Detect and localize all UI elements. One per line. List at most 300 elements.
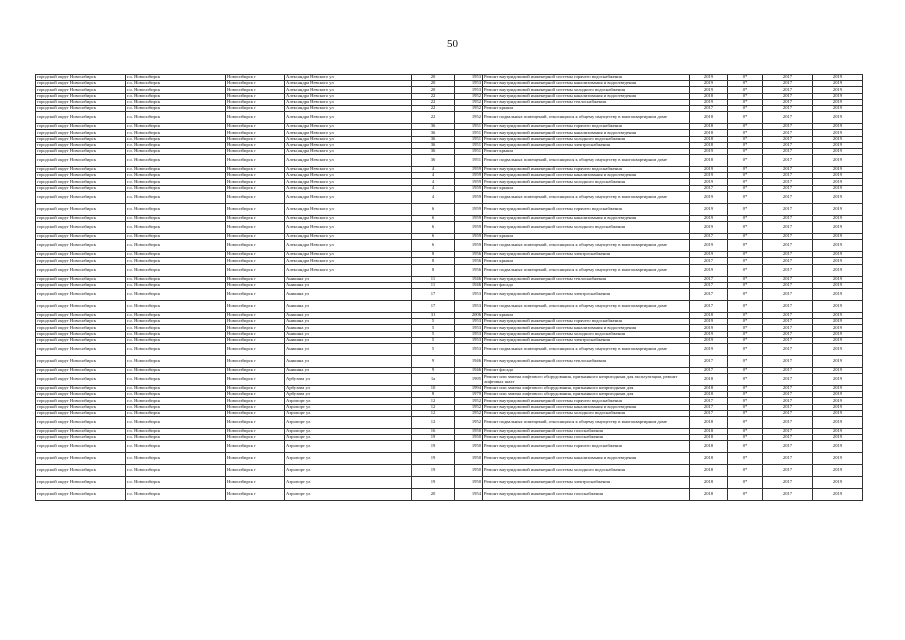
work-type-cell: Ремонт внутридомовой инженерной системы газоснабжения [483,489,690,501]
house-number-cell: 11 [412,276,455,282]
street-cell: Аэропорт ул [285,417,412,429]
city-cell: Новосибирск г [226,155,285,167]
period-end-cell: 2019 [813,215,863,221]
cost-cell: 0* [728,130,763,136]
table-row [36,465,863,477]
street-cell: Александра Невского ул [285,81,412,87]
period-end-cell: 2019 [813,234,863,240]
period-end-cell: 2019 [813,288,863,300]
period-end-cell: 2019 [813,477,863,489]
house-number-cell: 12 [412,404,455,410]
district-cell: г.о. Новосибирск [126,136,226,142]
municipality-cell: городской округ Новосибирск [36,465,126,477]
street-cell: Александра Невского ул [285,191,412,203]
period-end-cell: 2019 [813,282,863,288]
period-end-cell: 2019 [813,404,863,410]
work-type-cell: Ремонт внутридомовой инженерной системы электроснабжения [483,288,690,300]
table-row [36,300,863,312]
city-cell: Новосибирск г [226,312,285,318]
city-cell: Новосибирск г [226,258,285,264]
period-start-cell: 2017 [763,367,813,373]
work-type-cell: Ремонт внутридомовой инженерной системы горячего водоснабжения [483,319,690,325]
house-number-cell: 12 [412,410,455,416]
period-end-cell: 2019 [813,148,863,154]
district-cell: г.о. Новосибирск [126,417,226,429]
district-cell: г.о. Новосибирск [126,75,226,81]
cost-cell: 0* [728,288,763,300]
year-built-cell: 2006 [455,312,483,318]
cost-cell: 0* [728,142,763,148]
year-built-cell: 1953 [455,337,483,343]
house-number-cell: 12 [412,398,455,404]
table-row [36,343,863,355]
house-number-cell: 6 [412,222,455,234]
city-cell: Новосибирск г [226,392,285,398]
plan-year-cell: 2018 [690,477,728,489]
year-built-cell: 1952 [455,410,483,416]
district-cell: г.о. Новосибирск [126,99,226,105]
municipality-cell: городской округ Новосибирск [36,258,126,264]
work-type-cell: Ремонт крыши [483,185,690,191]
municipality-cell: городской округ Новосибирск [36,191,126,203]
municipality-cell: городской округ Новосибирск [36,367,126,373]
period-start-cell: 2017 [763,441,813,453]
period-end-cell: 2019 [813,155,863,167]
year-built-cell: 1995 [455,374,483,386]
house-number-cell: 8 [412,252,455,258]
district-cell: г.о. Новосибирск [126,252,226,258]
period-end-cell: 2019 [813,331,863,337]
period-start-cell: 2017 [763,105,813,111]
year-built-cell: 1994 [455,386,483,392]
cost-cell: 0* [728,355,763,367]
year-built-cell: 1952 [455,99,483,105]
municipality-cell: городской округ Новосибирск [36,276,126,282]
plan-year-cell: 2018 [690,93,728,99]
plan-year-cell: 2019 [690,264,728,276]
cost-cell: 0* [728,312,763,318]
period-start-cell: 2017 [763,312,813,318]
plan-year-cell: 2017 [690,276,728,282]
period-end-cell: 2019 [813,410,863,416]
city-cell: Новосибирск г [226,337,285,343]
work-type-cell: Ремонт внутридомовой инженерной системы холодного водоснабжения [483,410,690,416]
cost-cell: 0* [728,124,763,130]
street-cell: Александра Невского ул [285,179,412,185]
work-type-cell: Ремонт крыши [483,105,690,111]
district-cell: г.о. Новосибирск [126,112,226,124]
work-type-cell: Ремонт внутридомовой инженерной системы газоснабжения [483,429,690,435]
municipality-cell: городской округ Новосибирск [36,124,126,130]
house-number-cell: 1а [412,374,455,386]
plan-year-cell: 2019 [690,191,728,203]
city-cell: Новосибирск г [226,167,285,173]
house-number-cell: 19 [412,441,455,453]
work-type-cell: Ремонт или замена лифтового оборудования, признанного непригодным для [483,392,690,398]
period-end-cell: 2019 [813,75,863,81]
plan-year-cell: 2017 [690,234,728,240]
work-type-cell: Ремонт внутридомовой инженерной системы газоснабжения [483,435,690,441]
municipality-cell: городской округ Новосибирск [36,203,126,215]
district-cell: г.о. Новосибирск [126,337,226,343]
house-number-cell: 10 [412,386,455,392]
work-type-cell: Ремонт внутридомовой инженерной системы горячего водоснабжения [483,167,690,173]
house-number-cell: 5 [412,325,455,331]
period-start-cell: 2017 [763,453,813,465]
table-row [36,240,863,252]
municipality-cell: городской округ Новосибирск [36,319,126,325]
street-cell: Арбузова ул [285,386,412,392]
municipality-cell: городской округ Новосибирск [36,93,126,99]
period-end-cell: 2019 [813,465,863,477]
year-built-cell: 1956 [455,252,483,258]
cost-cell: 0* [728,240,763,252]
period-end-cell: 2019 [813,105,863,111]
street-cell: Александра Невского ул [285,93,412,99]
house-number-cell: 31 [412,312,455,318]
district-cell: г.о. Новосибирск [126,179,226,185]
period-start-cell: 2017 [763,404,813,410]
street-cell: Александра Невского ул [285,99,412,105]
period-start-cell: 2017 [763,331,813,337]
district-cell: г.о. Новосибирск [126,258,226,264]
period-end-cell: 2019 [813,343,863,355]
period-end-cell: 2019 [813,173,863,179]
house-number-cell: 5 [412,319,455,325]
table-row [36,417,863,429]
period-start-cell: 2017 [763,264,813,276]
municipality-cell: городской округ Новосибирск [36,252,126,258]
district-cell: г.о. Новосибирск [126,203,226,215]
house-number-cell: 19 [412,435,455,441]
plan-year-cell: 2019 [690,343,728,355]
plan-year-cell: 2019 [690,222,728,234]
table-row [36,477,863,489]
house-number-cell: 20 [412,87,455,93]
cost-cell: 0* [728,234,763,240]
work-type-cell: Ремонт внутридомовой инженерной системы холодного водоснабжения [483,179,690,185]
city-cell: Новосибирск г [226,179,285,185]
table-row [36,203,863,215]
city-cell: Новосибирск г [226,288,285,300]
period-end-cell: 2019 [813,252,863,258]
plan-year-cell: 2017 [690,398,728,404]
house-number-cell: 6 [412,234,455,240]
year-built-cell: 1979 [455,392,483,398]
street-cell: Александра Невского ул [285,105,412,111]
plan-year-cell: 2019 [690,325,728,331]
street-cell: Аникина ул [285,288,412,300]
city-cell: Новосибирск г [226,264,285,276]
period-end-cell: 2019 [813,367,863,373]
municipality-cell: городской округ Новосибирск [36,112,126,124]
municipality-cell: городской округ Новосибирск [36,489,126,501]
cost-cell: 0* [728,325,763,331]
cost-cell: 0* [728,386,763,392]
period-end-cell: 2019 [813,398,863,404]
year-built-cell: 1952 [455,417,483,429]
period-end-cell: 2019 [813,325,863,331]
year-built-cell: 1946 [455,282,483,288]
cost-cell: 0* [728,331,763,337]
district-cell: г.о. Новосибирск [126,300,226,312]
city-cell: Новосибирск г [226,435,285,441]
year-built-cell: 1951 [455,136,483,142]
cost-cell: 0* [728,264,763,276]
district-cell: г.о. Новосибирск [126,477,226,489]
house-number-cell: 20 [412,489,455,501]
year-built-cell: 1959 [455,215,483,221]
street-cell: Александра Невского ул [285,130,412,136]
period-start-cell: 2017 [763,81,813,87]
street-cell: Аэропорт ул [285,410,412,416]
plan-year-cell: 2019 [690,252,728,258]
street-cell: Александра Невского ул [285,124,412,130]
district-cell: г.о. Новосибирск [126,148,226,154]
year-built-cell: 1951 [455,124,483,130]
district-cell: г.о. Новосибирск [126,124,226,130]
work-type-cell: Ремонт внутридомовой инженерной системы электроснабжения [483,252,690,258]
period-end-cell: 2019 [813,264,863,276]
year-built-cell: 1950 [455,435,483,441]
city-cell: Новосибирск г [226,173,285,179]
period-start-cell: 2017 [763,337,813,343]
street-cell: Александра Невского ул [285,136,412,142]
street-cell: Александра Невского ул [285,185,412,191]
district-cell: г.о. Новосибирск [126,331,226,337]
municipality-cell: городской округ Новосибирск [36,185,126,191]
plan-year-cell: 2017 [690,410,728,416]
street-cell: Аэропорт ул [285,477,412,489]
street-cell: Аникина ул [285,276,412,282]
municipality-cell: городской округ Новосибирск [36,429,126,435]
street-cell: Аэропорт ул [285,453,412,465]
municipality-cell: городской округ Новосибирск [36,343,126,355]
year-built-cell: 1953 [455,300,483,312]
work-type-cell: Ремонт внутридомовой инженерной системы электроснабжения [483,142,690,148]
cost-cell: 0* [728,167,763,173]
plan-year-cell: 2019 [690,75,728,81]
work-type-cell: Ремонт подвальных помещений, относящихся к общему имуществу в многоквартирном доме [483,264,690,276]
plan-year-cell: 2018 [690,386,728,392]
municipality-cell: городской округ Новосибирск [36,325,126,331]
work-type-cell: Ремонт подвальных помещений, относящихся к общему имуществу в многоквартирном доме [483,155,690,167]
district-cell: г.о. Новосибирск [126,173,226,179]
plan-year-cell: 2019 [690,331,728,337]
plan-year-cell: 2018 [690,441,728,453]
cost-cell: 0* [728,417,763,429]
city-cell: Новосибирск г [226,112,285,124]
period-start-cell: 2017 [763,215,813,221]
table-row [36,222,863,234]
cost-cell: 0* [728,453,763,465]
city-cell: Новосибирск г [226,355,285,367]
period-end-cell: 2019 [813,392,863,398]
period-end-cell: 2019 [813,386,863,392]
district-cell: г.о. Новосибирск [126,435,226,441]
period-start-cell: 2017 [763,173,813,179]
period-end-cell: 2019 [813,185,863,191]
city-cell: Новосибирск г [226,331,285,337]
table-row [36,489,863,501]
work-type-cell: Ремонт фасада [483,367,690,373]
house-number-cell: 11 [412,282,455,288]
house-number-cell: 4 [412,179,455,185]
period-end-cell: 2019 [813,99,863,105]
plan-year-cell: 2019 [690,99,728,105]
municipality-cell: городской округ Новосибирск [36,240,126,252]
district-cell: г.о. Новосибирск [126,355,226,367]
municipality-cell: городской округ Новосибирск [36,392,126,398]
cost-cell: 0* [728,258,763,264]
cost-cell: 0* [728,252,763,258]
cost-cell: 0* [728,215,763,221]
plan-year-cell: 2017 [690,185,728,191]
house-number-cell: 5 [412,343,455,355]
district-cell: г.о. Новосибирск [126,155,226,167]
cost-cell: 0* [728,93,763,99]
plan-year-cell: 2019 [690,173,728,179]
street-cell: Аникина ул [285,282,412,288]
municipality-cell: городской округ Новосибирск [36,142,126,148]
period-end-cell: 2019 [813,276,863,282]
plan-year-cell: 2018 [690,374,728,386]
district-cell: г.о. Новосибирск [126,282,226,288]
district-cell: г.о. Новосибирск [126,264,226,276]
table-row [36,453,863,465]
municipality-cell: городской округ Новосибирск [36,453,126,465]
year-built-cell: 1953 [455,81,483,87]
city-cell: Новосибирск г [226,203,285,215]
district-cell: г.о. Новосибирск [126,367,226,373]
year-built-cell: 1946 [455,276,483,282]
house-number-cell: 4 [412,173,455,179]
municipality-cell: городской округ Новосибирск [36,215,126,221]
district-cell: г.о. Новосибирск [126,453,226,465]
period-start-cell: 2017 [763,167,813,173]
work-type-cell: Ремонт подвальных помещений, относящихся к общему имуществу в многоквартирном доме [483,240,690,252]
table-row [36,155,863,167]
cost-cell: 0* [728,173,763,179]
page-number: 50 [447,38,458,50]
street-cell: Аэропорт ул [285,398,412,404]
municipality-cell: городской округ Новосибирск [36,300,126,312]
street-cell: Александра Невского ул [285,142,412,148]
work-type-cell: Ремонт внутридомовой инженерной системы теплоснабжения [483,355,690,367]
street-cell: Арбузова ул [285,392,412,398]
street-cell: Александра Невского ул [285,234,412,240]
municipality-cell: городской округ Новосибирск [36,130,126,136]
period-end-cell: 2019 [813,429,863,435]
period-end-cell: 2019 [813,136,863,142]
plan-year-cell: 2018 [690,142,728,148]
work-type-cell: Ремонт внутридомовой инженерной системы горячего водоснабжения [483,441,690,453]
table-row [36,191,863,203]
period-start-cell: 2017 [763,392,813,398]
cost-cell: 0* [728,343,763,355]
period-start-cell: 2017 [763,398,813,404]
street-cell: Александра Невского ул [285,155,412,167]
municipality-cell: городской округ Новосибирск [36,264,126,276]
year-built-cell: 1959 [455,185,483,191]
period-start-cell: 2017 [763,429,813,435]
municipality-cell: городской округ Новосибирск [36,75,126,81]
period-end-cell: 2019 [813,300,863,312]
house-number-cell: 8 [412,264,455,276]
municipality-cell: городской округ Новосибирск [36,282,126,288]
work-type-cell: Ремонт внутридомовой инженерной системы электроснабжения [483,477,690,489]
cost-cell: 0* [728,148,763,154]
period-start-cell: 2017 [763,258,813,264]
year-built-cell: 1959 [455,240,483,252]
city-cell: Новосибирск г [226,234,285,240]
period-start-cell: 2017 [763,325,813,331]
work-type-cell: Ремонт подвальных помещений, относящихся к общему имуществу в многоквартирном доме [483,300,690,312]
period-end-cell: 2019 [813,87,863,93]
year-built-cell: 1959 [455,179,483,185]
period-end-cell: 2019 [813,167,863,173]
street-cell: Аникина ул [285,325,412,331]
street-cell: Аникина ул [285,300,412,312]
work-type-cell: Ремонт внутридомовой инженерной системы горячего водоснабжения [483,203,690,215]
year-built-cell: 1959 [455,167,483,173]
city-cell: Новосибирск г [226,489,285,501]
municipality-cell: городской округ Новосибирск [36,410,126,416]
district-cell: г.о. Новосибирск [126,386,226,392]
period-end-cell: 2019 [813,142,863,148]
city-cell: Новосибирск г [226,136,285,142]
district-cell: г.о. Новосибирск [126,105,226,111]
street-cell: Аэропорт ул [285,404,412,410]
house-number-cell: 9 [412,355,455,367]
cost-cell: 0* [728,276,763,282]
house-number-cell: 22 [412,112,455,124]
street-cell: Александра Невского ул [285,252,412,258]
work-type-cell: Ремонт крыши [483,258,690,264]
plan-year-cell: 2018 [690,465,728,477]
period-end-cell: 2019 [813,124,863,130]
work-type-cell: Ремонт внутридомовой инженерной системы канализования и водоотведения [483,453,690,465]
period-end-cell: 2019 [813,319,863,325]
period-start-cell: 2017 [763,252,813,258]
city-cell: Новосибирск г [226,441,285,453]
city-cell: Новосибирск г [226,215,285,221]
street-cell: Аникина ул [285,367,412,373]
plan-year-cell: 2018 [690,124,728,130]
district-cell: г.о. Новосибирск [126,142,226,148]
plan-year-cell: 2019 [690,87,728,93]
cost-cell: 0* [728,435,763,441]
plan-year-cell: 2017 [690,258,728,264]
district-cell: г.о. Новосибирск [126,441,226,453]
city-cell: Новосибирск г [226,105,285,111]
street-cell: Аникина ул [285,337,412,343]
municipality-cell: городской округ Новосибирск [36,398,126,404]
municipality-cell: городской округ Новосибирск [36,435,126,441]
district-cell: г.о. Новосибирск [126,240,226,252]
municipality-cell: городской округ Новосибирск [36,222,126,234]
period-start-cell: 2017 [763,191,813,203]
plan-year-cell: 2019 [690,240,728,252]
cost-cell: 0* [728,222,763,234]
street-cell: Аэропорт ул [285,489,412,501]
cost-cell: 0* [728,99,763,105]
work-type-cell: Ремонт внутридомовой инженерной системы теплоснабжения [483,99,690,105]
table-row [36,112,863,124]
street-cell: Александра Невского ул [285,215,412,221]
cost-cell: 0* [728,392,763,398]
house-number-cell: 4 [412,185,455,191]
